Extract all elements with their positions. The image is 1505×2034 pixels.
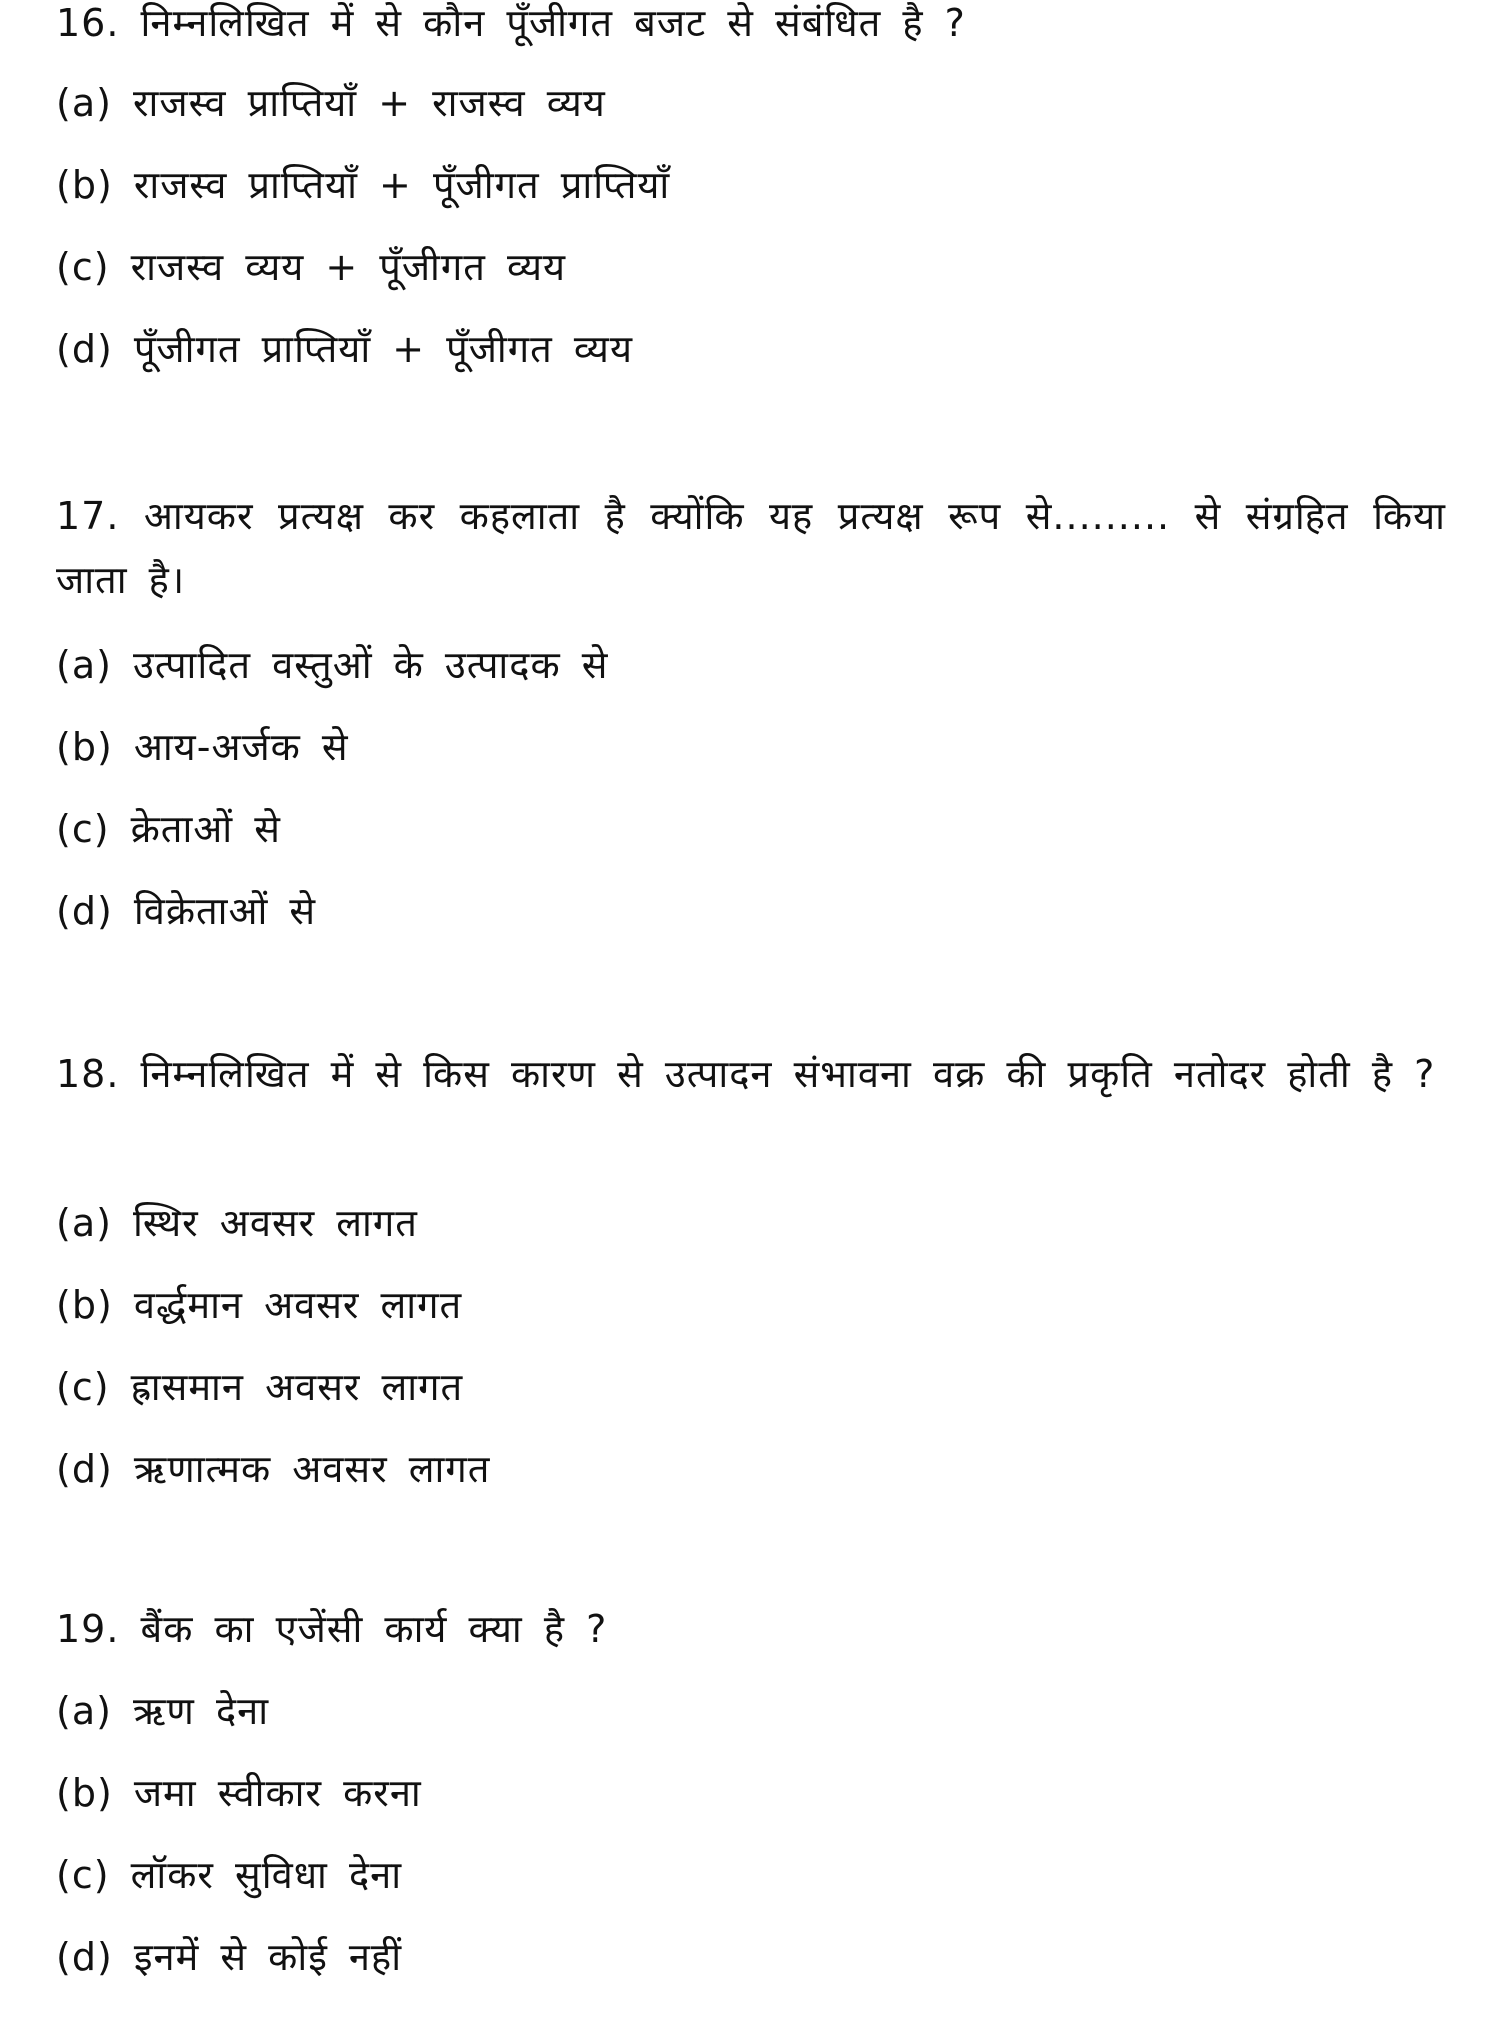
question-text-17: 17. आयकर प्रत्यक्ष कर कहलाता है क्योंकि यह प्रत्यक्ष रूप से......... से संग्रहित किया जाता है। — [56, 494, 1446, 602]
option-19-c: (c) लॉकर सुविधा देना — [56, 1853, 403, 1897]
option-17-d: (d) विक्रेताओं से — [56, 889, 317, 933]
option-16-d: (d) पूँजीगत प्राप्तियाँ + पूँजीगत व्यय — [56, 327, 633, 371]
option-17-b: (b) आय-अर्जक से — [56, 725, 349, 769]
option-16-a: (a) राजस्व प्राप्तियाँ + राजस्व व्यय — [56, 81, 606, 125]
option-19-b: (b) जमा स्वीकार करना — [56, 1771, 422, 1815]
option-19-a: (a) ऋण देना — [56, 1689, 270, 1733]
option-17-a: (a) उत्पादित वस्तुओं के उत्पादक से — [56, 643, 609, 687]
option-16-c: (c) राजस्व व्यय + पूँजीगत व्यय — [56, 245, 567, 289]
option-18-c: (c) ह्रासमान अवसर लागत — [56, 1365, 464, 1409]
option-18-d: (d) ऋणात्मक अवसर लागत — [56, 1447, 491, 1491]
option-17-c: (c) क्रेताओं से — [56, 807, 281, 851]
question-text-19: 19. बैंक का एजेंसी कार्य क्या है ? — [56, 1607, 608, 1651]
option-19-d: (d) इनमें से कोई नहीं — [56, 1935, 403, 1979]
option-18-b: (b) वर्द्धमान अवसर लागत — [56, 1283, 463, 1327]
option-18-a: (a) स्थिर अवसर लागत — [56, 1201, 418, 1245]
question-text-16: 16. निम्नलिखित में से कौन पूँजीगत बजट से संबंधित है ? — [56, 1, 966, 45]
question-text-18: 18. निम्नलिखित में से किस कारण से उत्पादन संभावना वक्र की प्रकृति नतोदर होती है ? — [56, 1052, 1436, 1096]
option-16-b: (b) राजस्व प्राप्तियाँ + पूँजीगत प्राप्तियाँ — [56, 163, 671, 207]
